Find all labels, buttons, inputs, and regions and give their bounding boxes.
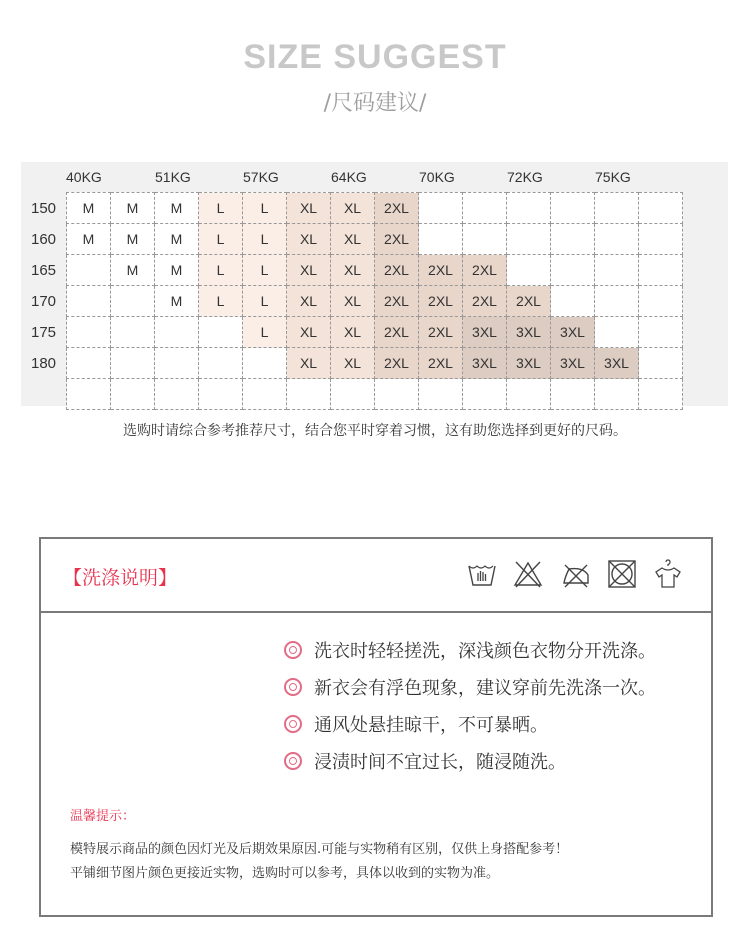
size-cell: 2XL <box>463 255 507 286</box>
size-cell <box>551 224 595 255</box>
size-cell: XL <box>331 286 375 317</box>
size-cell <box>419 224 463 255</box>
size-cell <box>111 286 155 317</box>
bullet-icon <box>284 752 302 770</box>
size-cell: 2XL <box>375 286 419 317</box>
size-cell: 2XL <box>375 224 419 255</box>
size-cell: L <box>199 286 243 317</box>
size-hint: 选购时请综合参考推荐尺寸，结合您平时穿着习惯，这有助您选择到更好的尺码。 <box>123 423 627 439</box>
weight-label: 51KG <box>155 169 191 185</box>
size-cell <box>551 286 595 317</box>
no-tumble-dry-icon <box>607 559 637 589</box>
size-cell <box>111 379 155 410</box>
size-cell <box>551 193 595 224</box>
size-cell: M <box>67 193 111 224</box>
size-cell <box>199 317 243 348</box>
tip-title: 温馨提示： <box>70 809 136 824</box>
size-cell: M <box>155 286 199 317</box>
size-cell: 2XL <box>375 348 419 379</box>
size-cell <box>595 255 639 286</box>
size-cell: 3XL <box>463 317 507 348</box>
weight-label: 57KG <box>243 169 279 185</box>
size-cell <box>155 379 199 410</box>
size-cell: 2XL <box>375 193 419 224</box>
size-cell <box>595 224 639 255</box>
tip-line: 模特展示商品的颜色因灯光及后期效果原因.可能与实物稍有区别，仅供上身搭配参考！ <box>70 842 569 857</box>
size-cell: XL <box>287 193 331 224</box>
size-cell <box>463 379 507 410</box>
size-cell: 2XL <box>419 317 463 348</box>
size-cell <box>67 286 111 317</box>
weight-label: 70KG <box>419 169 455 185</box>
no-bleach-icon <box>513 559 543 589</box>
height-label: 175 <box>30 324 57 341</box>
size-cell <box>331 379 375 410</box>
size-cell: XL <box>287 224 331 255</box>
size-cell: L <box>243 255 287 286</box>
size-cell <box>243 379 287 410</box>
size-row <box>67 193 683 224</box>
height-label: 150 <box>30 200 57 217</box>
size-cell: XL <box>331 193 375 224</box>
size-cell: L <box>199 255 243 286</box>
care-title: 【洗涤说明】 <box>63 567 178 589</box>
size-cell: XL <box>287 286 331 317</box>
height-label: 165 <box>30 262 57 279</box>
size-cell <box>639 348 683 379</box>
size-cell <box>67 348 111 379</box>
size-cell: L <box>199 224 243 255</box>
size-cell <box>199 348 243 379</box>
size-cell: M <box>111 255 155 286</box>
size-cell: M <box>111 193 155 224</box>
size-cell <box>67 379 111 410</box>
weight-label: 40KG <box>66 169 102 185</box>
size-cell <box>639 286 683 317</box>
size-cell: 2XL <box>375 317 419 348</box>
size-cell <box>67 317 111 348</box>
size-cell <box>639 379 683 410</box>
size-cell: 3XL <box>463 348 507 379</box>
size-cell: 3XL <box>507 348 551 379</box>
size-cell: 2XL <box>375 255 419 286</box>
size-row <box>67 317 683 348</box>
size-cell <box>595 286 639 317</box>
size-cell <box>595 193 639 224</box>
size-cell <box>199 379 243 410</box>
size-cell <box>463 193 507 224</box>
size-cell: XL <box>331 317 375 348</box>
size-row <box>67 379 683 410</box>
size-cell: XL <box>331 255 375 286</box>
size-cell <box>287 379 331 410</box>
size-cell: M <box>155 224 199 255</box>
size-cell <box>507 224 551 255</box>
size-cell <box>111 317 155 348</box>
tip-line: 平铺细节图片颜色更接近实物，选购时可以参考，具体以收到的实物为准。 <box>70 866 500 881</box>
size-grid <box>66 192 683 410</box>
size-cell: 3XL <box>595 348 639 379</box>
size-row <box>67 224 683 255</box>
weight-label: 72KG <box>507 169 543 185</box>
care-instructions-box: 【洗涤说明】 洗衣时轻轻搓洗，深浅颜色衣物分开洗涤。 新衣会有浮色现象，建议穿前先洗涤一次。 通风处悬挂晾干，不可暴晒。 浸渍时间不宜过长，随浸随洗。 温馨提示： 模特展示商品的颜色因灯光及后期效果原因.可能与实物稍有区别，仅供上身搭配参考！ 平铺细节图片颜色更接近实物，选购时可以参考，具体以收到的实物为准。 <box>39 537 713 917</box>
size-cell <box>155 348 199 379</box>
size-cell <box>507 255 551 286</box>
hand-wash-icon <box>467 559 497 589</box>
size-cell: 2XL <box>419 286 463 317</box>
height-label: 160 <box>30 231 57 248</box>
size-cell <box>155 317 199 348</box>
bullet-icon <box>284 678 302 696</box>
size-row <box>67 255 683 286</box>
page-subtitle: /尺码建议/ <box>323 91 427 116</box>
size-cell: L <box>243 317 287 348</box>
size-cell: M <box>111 224 155 255</box>
size-cell <box>595 379 639 410</box>
height-label: 170 <box>30 293 57 310</box>
size-cell <box>419 193 463 224</box>
size-cell: XL <box>287 348 331 379</box>
weight-header-row <box>21 162 728 192</box>
size-cell: XL <box>287 317 331 348</box>
size-cell <box>551 379 595 410</box>
weight-label: 64KG <box>331 169 367 185</box>
size-cell: 3XL <box>551 348 595 379</box>
size-cell <box>375 379 419 410</box>
size-cell: 2XL <box>463 286 507 317</box>
no-iron-icon <box>561 559 591 589</box>
size-cell <box>507 193 551 224</box>
size-row <box>67 286 683 317</box>
page-title: SIZE SUGGEST <box>243 38 507 76</box>
size-cell <box>639 255 683 286</box>
size-cell <box>419 379 463 410</box>
size-cell <box>507 379 551 410</box>
weight-label: 75KG <box>595 169 631 185</box>
size-cell <box>463 224 507 255</box>
size-cell <box>639 317 683 348</box>
size-cell <box>639 193 683 224</box>
size-cell <box>551 255 595 286</box>
size-cell: 2XL <box>419 348 463 379</box>
size-cell: M <box>155 193 199 224</box>
size-cell: XL <box>331 348 375 379</box>
size-cell: L <box>199 193 243 224</box>
size-cell: M <box>67 224 111 255</box>
size-cell: L <box>243 286 287 317</box>
bullet-icon <box>284 715 302 733</box>
size-cell <box>111 348 155 379</box>
size-cell <box>243 348 287 379</box>
size-cell: M <box>155 255 199 286</box>
size-cell: XL <box>331 224 375 255</box>
size-cell: L <box>243 224 287 255</box>
care-header <box>41 539 711 613</box>
dry-clean-icon <box>653 559 683 589</box>
size-cell: L <box>243 193 287 224</box>
size-cell <box>595 317 639 348</box>
bullet-icon <box>284 641 302 659</box>
size-cell: 3XL <box>507 317 551 348</box>
size-cell: 2XL <box>419 255 463 286</box>
size-cell: 2XL <box>507 286 551 317</box>
size-cell: XL <box>287 255 331 286</box>
size-row <box>67 348 683 379</box>
size-cell <box>639 224 683 255</box>
size-cell <box>67 255 111 286</box>
size-cell: 3XL <box>551 317 595 348</box>
height-label: 180 <box>30 355 57 372</box>
